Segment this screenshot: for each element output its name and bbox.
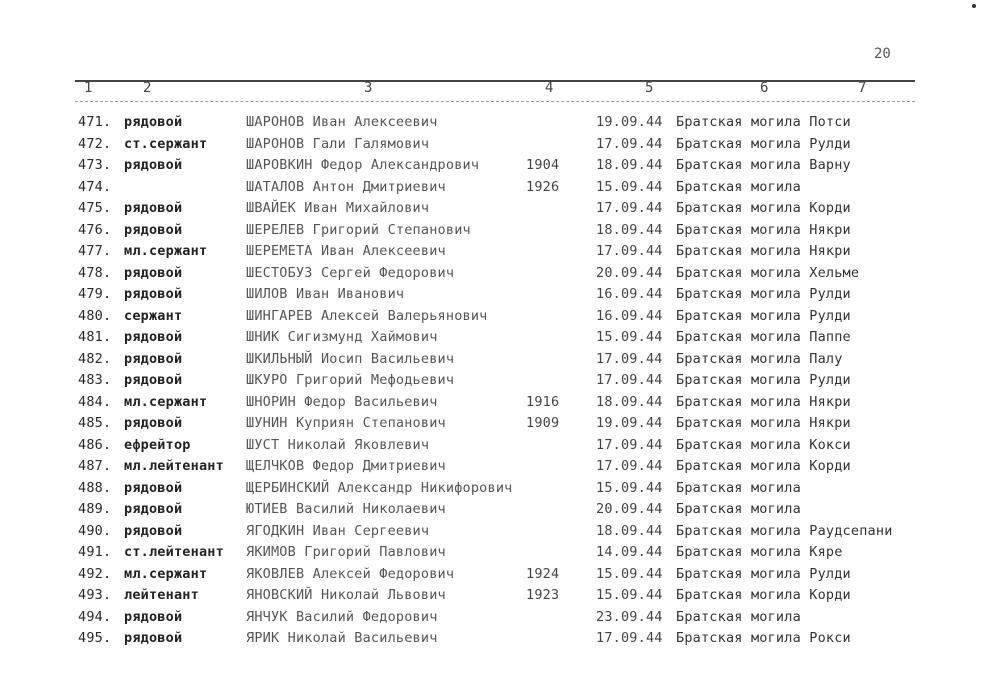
record-birth-year [526, 456, 596, 478]
record-name: ЯКИМОВ Григорий Павлович [246, 544, 446, 560]
record-death-date: 17.09.44 [596, 243, 663, 259]
record-rank: ст.лейтенант [124, 544, 224, 560]
record-burial-place: Братская могила Някри [676, 243, 851, 259]
record-number: 487. [78, 458, 112, 474]
record-burial-place: Братская могила Паппе [676, 329, 851, 345]
record-burial-place: Братская могила Корди [676, 587, 851, 603]
record-death-date: 19.09.44 [596, 114, 663, 130]
record-rank: рядовой [124, 200, 183, 216]
record-burial-place: Братская могила [676, 178, 801, 195]
column-header-1: 1 [84, 80, 93, 96]
record-rank: ефрейтор [124, 436, 191, 453]
record-death-date: 20.09.44 [596, 264, 663, 281]
record-death-date: 17.09.44 [596, 458, 663, 474]
record-name: ЯГОДКИН Иван Сергеевич [246, 522, 430, 539]
record-birth-year [526, 499, 596, 521]
record-rank: рядовой [124, 522, 183, 539]
record-number: 474. [78, 178, 112, 195]
record-birth-year [526, 220, 596, 242]
record-death-date: 17.09.44 [596, 350, 663, 367]
record-death-date: 17.09.44 [596, 372, 663, 388]
record-burial-place: Братская могила [676, 479, 801, 496]
record-birth-year [526, 542, 596, 564]
record-rank: рядовой [124, 372, 183, 388]
record-burial-place: Братская могила Някри [676, 415, 851, 431]
record-name: ЯРИК Николай Васильевич [246, 630, 438, 646]
record-name: ЯНОВСКИЙ Николай Львович [246, 587, 446, 603]
record-name: ЩЕЛЧКОВ Федор Дмитриевич [246, 458, 446, 474]
column-header-6: 6 [760, 80, 769, 96]
record-name: ШНОРИН Федор Васильевич [246, 393, 438, 410]
table-row [78, 499, 996, 521]
record-death-date: 19.09.44 [596, 415, 663, 431]
record-name: ЮТИЕВ Василий Николаевич [246, 501, 446, 517]
table-row [78, 413, 996, 435]
record-number: 476. [78, 221, 112, 238]
record-burial-place: Братская могила Хельме [676, 264, 860, 281]
record-number: 475. [78, 200, 112, 216]
table-row [78, 198, 996, 220]
record-number: 488. [78, 479, 112, 496]
scan-speck [972, 4, 976, 8]
record-rank: рядовой [124, 114, 183, 130]
record-death-date: 17.09.44 [596, 135, 663, 152]
record-birth-year [526, 327, 596, 349]
record-number: 493. [78, 587, 112, 603]
record-rank: лейтенант [124, 587, 199, 603]
record-death-date: 15.09.44 [596, 329, 663, 345]
record-rank: рядовой [124, 630, 183, 646]
record-burial-place: Братская могила Корди [676, 200, 851, 216]
record-death-date: 17.09.44 [596, 630, 663, 646]
record-name: ШАРОНОВ Гали Галямович [246, 135, 430, 152]
table-row [78, 521, 996, 543]
record-burial-place: Братская могила Рулди [676, 372, 851, 388]
record-burial-place: Братская могила Раудсепани [676, 522, 893, 539]
table-row [78, 134, 996, 156]
record-birth-year [526, 370, 596, 392]
record-burial-place: Братская могила Кокси [676, 436, 851, 453]
record-burial-place: Братская могила Някри [676, 393, 851, 410]
record-name: ШАРОНОВ Иван Алексеевич [246, 114, 438, 130]
record-birth-year: 1923 [526, 587, 560, 603]
table-row [78, 628, 996, 650]
record-number: 490. [78, 522, 112, 539]
record-rank: мл.сержант [124, 565, 208, 582]
record-death-date: 18.09.44 [596, 393, 663, 410]
table-row [78, 478, 996, 500]
record-birth-year [526, 478, 596, 500]
table-row [78, 607, 996, 629]
record-number: 489. [78, 501, 112, 517]
record-number: 479. [78, 286, 112, 302]
table-row [78, 177, 996, 199]
record-burial-place: Братская могила Рулди [676, 135, 851, 152]
record-death-date: 16.09.44 [596, 307, 663, 324]
record-name: ШАТАЛОВ Антон Дмитриевич [246, 178, 446, 195]
record-number: 495. [78, 630, 112, 646]
record-birth-year [526, 284, 596, 306]
table-row [78, 456, 996, 478]
record-burial-place: Братская могила Потси [676, 114, 851, 130]
header-rule [75, 80, 915, 82]
record-birth-year [526, 241, 596, 263]
record-birth-year [526, 112, 596, 134]
record-death-date: 18.09.44 [596, 221, 663, 238]
record-rank: мл.сержант [124, 243, 208, 259]
register-rows [78, 112, 996, 650]
record-birth-year [526, 349, 596, 371]
record-death-date: 18.09.44 [596, 157, 663, 173]
table-row [78, 241, 996, 263]
record-rank: рядовой [124, 329, 183, 345]
record-death-date: 17.09.44 [596, 200, 663, 216]
record-rank: рядовой [124, 264, 183, 281]
record-name: ШНИК Сигизмунд Хаймович [246, 329, 438, 345]
record-birth-year [526, 607, 596, 629]
table-row [78, 220, 996, 242]
record-number: 491. [78, 544, 112, 560]
column-header-4: 4 [545, 80, 554, 96]
record-name: ШЕСТОБУЗ Сергей Федорович [246, 264, 455, 281]
record-burial-place: Братская могила Варну [676, 157, 851, 173]
record-rank: ст.сержант [124, 135, 208, 152]
record-birth-year [526, 521, 596, 543]
record-rank [124, 177, 246, 199]
record-number: 483. [78, 372, 112, 388]
table-row [78, 349, 996, 371]
record-name: ШЕРЕМЕТА Иван Алексеевич [246, 243, 446, 259]
record-death-date: 17.09.44 [596, 436, 663, 453]
record-death-date: 15.09.44 [596, 565, 663, 582]
record-number: 485. [78, 415, 112, 431]
record-rank: рядовой [124, 501, 183, 517]
record-birth-year [526, 134, 596, 156]
record-rank: рядовой [124, 479, 183, 496]
column-header-3: 3 [364, 80, 373, 96]
record-name: ШВАЙЕК Иван Михайлович [246, 200, 430, 216]
record-number: 478. [78, 264, 112, 281]
record-name: ШИЛОВ Иван Иванович [246, 286, 405, 302]
column-header-7: 7 [858, 80, 867, 96]
column-header-2: 2 [143, 80, 152, 96]
page-number: 20 [874, 46, 891, 62]
table-row [78, 564, 996, 586]
record-death-date: 18.09.44 [596, 522, 663, 539]
record-birth-year: 1916 [526, 393, 560, 410]
record-number: 492. [78, 565, 112, 582]
table-row [78, 392, 996, 414]
record-rank: рядовой [124, 221, 183, 238]
column-header-5: 5 [645, 80, 654, 96]
record-name: ШУСТ Николай Яковлевич [246, 436, 430, 453]
record-burial-place: Братская могила Рулди [676, 286, 851, 302]
table-row [78, 542, 996, 564]
record-number: 473. [78, 157, 112, 173]
record-rank: мл.лейтенант [124, 458, 224, 474]
record-burial-place: Братская могила Някри [676, 221, 851, 238]
record-rank: рядовой [124, 415, 183, 431]
record-rank: мл.сержант [124, 393, 208, 410]
table-row [78, 155, 996, 177]
record-burial-place: Братская могила Палу [676, 350, 843, 367]
record-death-date: 20.09.44 [596, 501, 663, 517]
record-number: 482. [78, 350, 112, 367]
record-number: 480. [78, 307, 112, 324]
record-name: ШКИЛЬНЫЙ Иосип Васильевич [246, 350, 455, 367]
table-row [78, 306, 996, 328]
record-rank: сержант [124, 307, 183, 324]
record-number: 481. [78, 329, 112, 345]
record-birth-year: 1904 [526, 157, 560, 173]
record-burial-place: Братская могила Рулди [676, 307, 851, 324]
record-birth-year [526, 306, 596, 328]
record-birth-year [526, 198, 596, 220]
record-death-date: 14.09.44 [596, 544, 663, 560]
record-name: ШАРОВКИН Федор Александрович [246, 157, 480, 173]
record-birth-year [526, 435, 596, 457]
record-number: 477. [78, 243, 112, 259]
record-death-date: 23.09.44 [596, 608, 663, 625]
table-row [78, 370, 996, 392]
record-birth-year: 1909 [526, 415, 560, 431]
record-burial-place: Братская могила [676, 608, 801, 625]
record-rank: рядовой [124, 157, 183, 173]
record-number: 472. [78, 135, 112, 152]
record-birth-year: 1926 [526, 178, 560, 195]
table-row [78, 585, 996, 607]
header-rule-lower [75, 101, 915, 102]
record-birth-year [526, 263, 596, 285]
record-birth-year: 1924 [526, 565, 560, 582]
record-number: 494. [78, 608, 112, 625]
record-death-date: 15.09.44 [596, 479, 663, 496]
table-row [78, 112, 996, 134]
table-row [78, 263, 996, 285]
record-name: ЩЕРБИНСКИЙ Александр Никифорович [246, 479, 513, 496]
record-burial-place: Братская могила Корди [676, 458, 851, 474]
table-row [78, 435, 996, 457]
table-row [78, 284, 996, 306]
record-name: ШЕРЕЛЕВ Григорий Степанович [246, 221, 471, 238]
record-name: ШУНИН Куприян Степанович [246, 415, 446, 431]
record-name: ЯНЧУК Василий Федорович [246, 608, 438, 625]
record-number: 486. [78, 436, 112, 453]
record-burial-place: Братская могила [676, 501, 801, 517]
record-name: ЯКОВЛЕВ Алексей Федорович [246, 565, 455, 582]
record-burial-place: Братская могила Рулди [676, 565, 851, 582]
record-rank: рядовой [124, 350, 183, 367]
record-rank: рядовой [124, 286, 183, 302]
record-rank: рядовой [124, 608, 183, 625]
table-row [78, 327, 996, 349]
record-death-date: 16.09.44 [596, 286, 663, 302]
record-number: 471. [78, 114, 112, 130]
burial-register-table [78, 112, 996, 650]
record-death-date: 15.09.44 [596, 178, 663, 195]
record-burial-place: Братская могила Рокси [676, 630, 851, 646]
record-name: ШИНГАРЕВ Алексей Валерьянович [246, 307, 488, 324]
record-death-date: 15.09.44 [596, 587, 663, 603]
record-birth-year [526, 628, 596, 650]
record-number: 484. [78, 393, 112, 410]
record-name: ШКУРО Григорий Мефодьевич [246, 372, 455, 388]
record-burial-place: Братская могила Кяре [676, 544, 843, 560]
